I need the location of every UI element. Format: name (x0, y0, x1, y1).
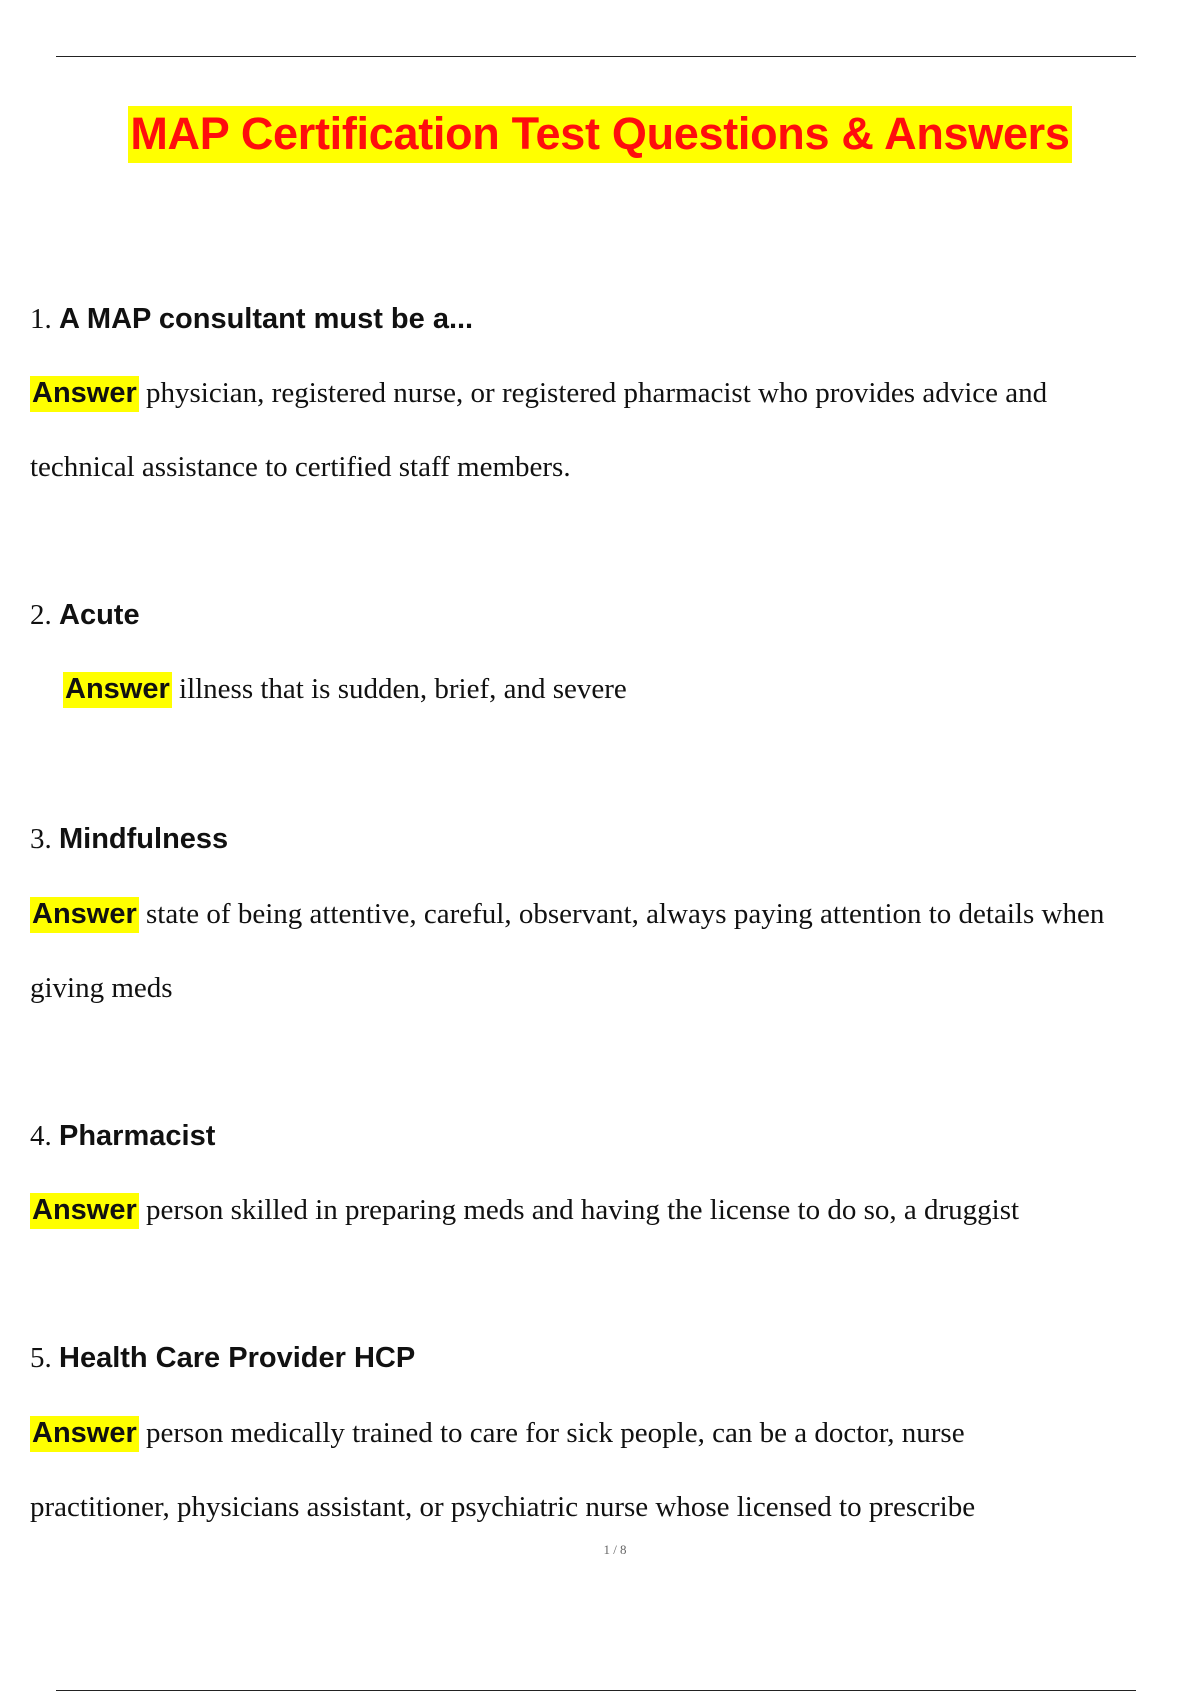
question-number: 4. (30, 1120, 52, 1152)
answer-tag: Answer (30, 897, 139, 933)
answer-text-continued: practitioner, physicians assistant, or psychiatric nurse whose licensed to prescribe (30, 1491, 976, 1523)
question-number: 3. (30, 823, 52, 855)
question-text: Pharmacist (59, 1120, 216, 1152)
question-5 (30, 1344, 415, 1373)
question-1 (30, 305, 473, 334)
document-title: MAP Certification Test Questions & Answers (128, 106, 1071, 163)
question-number: 2. (30, 599, 52, 631)
answer-3 (30, 877, 1190, 1025)
answer-text: state of being attentive, careful, observant, always paying attention to details when (146, 898, 1105, 930)
answer-2 (63, 652, 1200, 726)
answer-tag: Answer (30, 1193, 139, 1229)
question-3 (30, 825, 228, 854)
answer-text: person skilled in preparing meds and having the license to do so, a druggist (146, 1194, 1020, 1226)
document-title-wrap (0, 108, 1200, 160)
page-number: 1 / 8 (603, 1542, 627, 1557)
bottom-rule (56, 1690, 1136, 1691)
answer-1 (30, 356, 1190, 504)
question-text: A MAP consultant must be a... (59, 303, 474, 335)
question-text: Health Care Provider HCP (59, 1342, 416, 1374)
answer-text: person medically trained to care for sick people, can be a doctor, nurse (146, 1417, 965, 1449)
answer-text-continued: giving meds (30, 972, 173, 1004)
top-rule (56, 56, 1136, 57)
question-2 (30, 601, 140, 630)
question-text: Acute (59, 599, 140, 631)
answer-tag: Answer (30, 1416, 139, 1452)
question-4 (30, 1122, 215, 1151)
answer-text-continued: technical assistance to certified staff members. (30, 451, 571, 483)
question-number: 1. (30, 303, 52, 335)
answer-tag: Answer (63, 672, 172, 708)
answer-text: physician, registered nurse, or registered pharmacist who provides advice and (146, 377, 1048, 409)
answer-text: illness that is sudden, brief, and severe (179, 673, 627, 705)
answer-tag: Answer (30, 376, 139, 412)
answer-5 (30, 1396, 1190, 1544)
question-text: Mindfulness (59, 823, 229, 855)
question-number: 5. (30, 1342, 52, 1374)
answer-4 (30, 1173, 1190, 1247)
